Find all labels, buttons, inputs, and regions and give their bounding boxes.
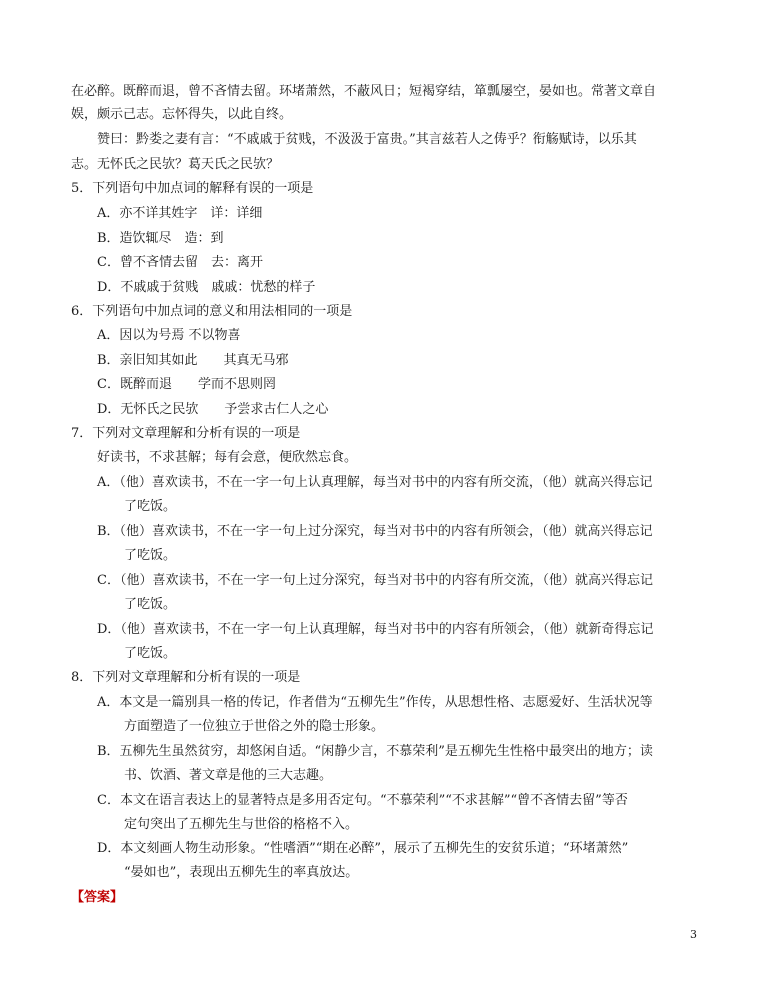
question-5-option-b: B．造饮辄尽 造：到 [97,231,224,246]
question-6-option-b: B．亲旧知其如此 其真无马邪 [97,353,289,368]
question-8-option-b-cont: 书、饮酒、著文章是他的三大志趣。 [124,768,333,783]
question-6-option-a: A．因以为号焉 不以物喜 [97,328,241,343]
question-8-option-d-cont: “晏如也”，表现出五柳先生的率真放达。 [124,865,359,880]
question-7-option-b-cont: 了吃饭。 [124,548,177,563]
question-5-stem: 5．下列语句中加点词的解释有误的一项是 [71,181,314,196]
question-7-quote: 好读书，不求甚解；每有会意，便欣然忘食。 [97,450,358,465]
question-6-option-d: D．无怀氏之民欤 予尝求古仁人之心 [97,402,329,417]
question-6-stem: 6．下列语句中加点词的意义和用法相同的一项是 [71,304,353,319]
question-7-option-a-cont: 了吃饭。 [124,499,177,514]
question-5-option-c: C．曾不吝情去留 去：离开 [97,255,263,270]
question-7-option-c-cont: 了吃饭。 [124,597,177,612]
passage-line: 娱，颇示己志。忘怀得失，以此自终。 [71,107,293,122]
question-8-option-a-cont: 方面塑造了一位独立于世俗之外的隐士形象。 [124,719,385,734]
question-6-option-c: C．既醉而退 学而不思则罔 [97,377,276,392]
passage-line: 在必醉。既醉而退，曾不吝情去留。环堵萧然，不蔽风日；短褐穿结，箪瓢屡空，晏如也。常著文章自 [71,84,657,99]
question-7-option-c: C．（他）喜欢读书，不在一字一句上过分深究，每当对书中的内容有所交流，（他）就高兴得忘记 [97,573,653,588]
question-7-option-d: D．（他）喜欢读书，不在一字一句上认真理解，每当对书中的内容有所领会，（他）就新奇得忘记 [97,622,654,637]
page-number: 3 [690,928,697,941]
passage-line: 赞曰：黔娄之妻有言：“不戚戚于贫贱，不汲汲于富贵。”其言兹若人之俦乎？衔觞赋诗，以乐其 [97,132,637,147]
question-7-option-a: A．（他）喜欢读书，不在一字一句上认真理解，每当对书中的内容有所交流，（他）就高兴得忘记 [97,475,653,490]
question-5-option-a: A．亦不详其姓字 详：详细 [97,206,263,221]
question-7-stem: 7．下列对文章理解和分析有误的一项是 [71,426,301,441]
question-7-option-b: B．（他）喜欢读书，不在一字一句上过分深究，每当对书中的内容有所领会，（他）就高兴得忘记 [97,524,653,539]
answer-label: 【答案】 [71,890,124,905]
question-8-option-a: A．本文是一篇别具一格的传记，作者借为“五柳先生”作传，从思想性格、志愿爱好、生活状况等 [97,695,653,710]
question-8-stem: 8．下列对文章理解和分析有误的一项是 [71,670,301,685]
question-8-option-c: C．本文在语言表达上的显著特点是多用否定句。“不慕荣利”“不求甚解”“曾不吝情去留”等否 [97,793,628,808]
question-7-option-d-cont: 了吃饭。 [124,646,177,661]
question-5-option-d: D．不戚戚于贫贱 戚戚：忧愁的样子 [97,280,316,295]
passage-line: 志。无怀氏之民欤？葛天氏之民欤？ [71,157,280,172]
question-8-option-c-cont: 定句突出了五柳先生与世俗的格格不入。 [124,817,359,832]
question-8-option-b: B．五柳先生虽然贫穷，却悠闲自适。“闲静少言，不慕荣利”是五柳先生性格中最突出的地方；读 [97,744,653,759]
question-8-option-d: D．本文刻画人物生动形象。“性嗜酒”“期在必醉”，展示了五柳先生的安贫乐道；“环堵萧然” [97,841,629,856]
